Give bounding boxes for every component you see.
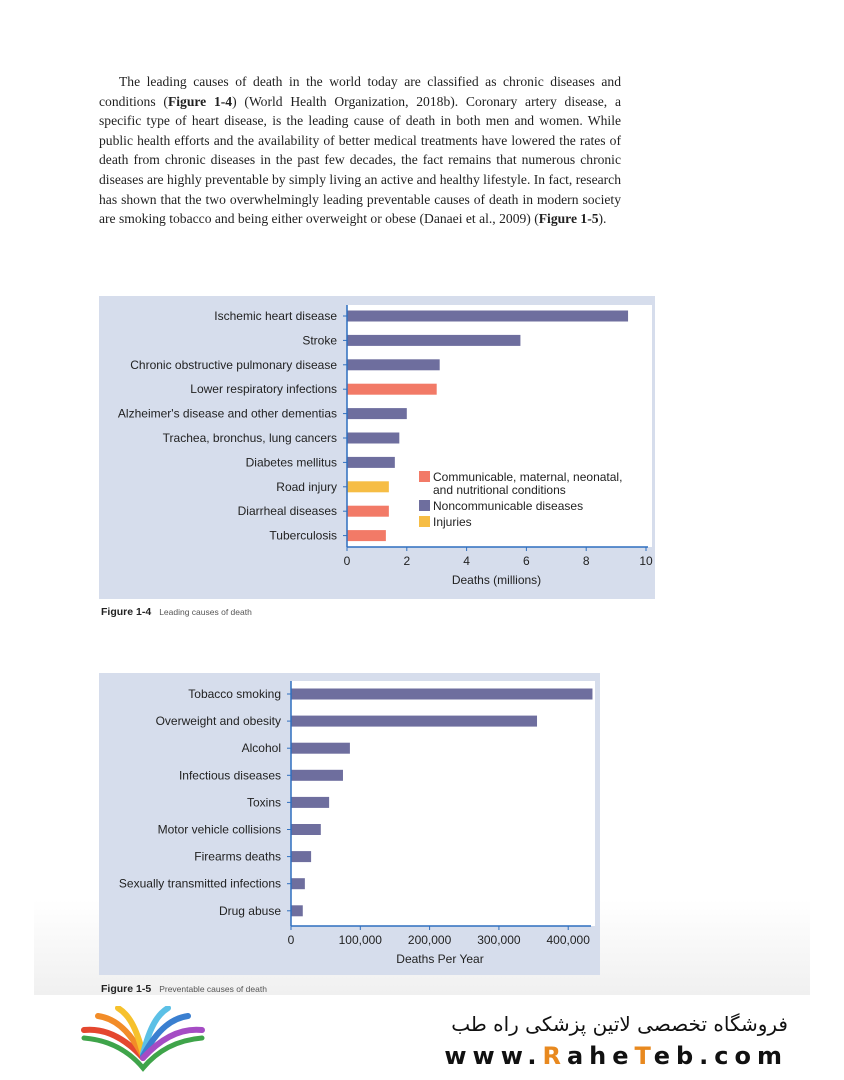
x-axis-title: Deaths (millions)	[451, 573, 542, 587]
category-label: Firearms deaths	[194, 849, 281, 864]
category-label: Diarrheal diseases	[237, 504, 337, 519]
category-label: Motor vehicle collisions	[157, 822, 281, 837]
figure-1-5-title: Preventable causes of death	[159, 984, 267, 994]
bar	[347, 481, 389, 492]
figure-ref-1-5[interactable]: Figure 1-5	[538, 211, 599, 227]
category-label: Overweight and obesity	[155, 714, 281, 729]
x-tick-label: 8	[582, 554, 590, 568]
category-label: Infectious diseases	[178, 768, 281, 783]
bar	[291, 716, 537, 727]
x-tick-label: 10	[639, 554, 653, 568]
bar	[291, 689, 592, 700]
category-label: Trachea, bronchus, lung cancers	[162, 431, 337, 445]
x-tick-label: 200,000	[407, 933, 452, 947]
bar	[347, 311, 628, 322]
category-label: Alcohol	[241, 741, 281, 756]
x-tick-label: 0	[343, 554, 351, 568]
figure-1-4-caption	[101, 606, 252, 618]
open-book-logo-icon	[78, 1006, 208, 1072]
bar	[291, 878, 305, 889]
bar	[347, 506, 389, 517]
category-label: Tobacco smoking	[188, 687, 281, 701]
legend-swatch	[419, 516, 430, 527]
category-label: Chronic obstructive pulmonary disease	[130, 357, 337, 372]
store-footer	[0, 996, 844, 1080]
bar	[347, 457, 395, 468]
x-tick-label: 400,000	[546, 933, 590, 947]
figure-1-4-panel	[99, 296, 655, 599]
category-label: Road injury	[276, 479, 337, 494]
bar	[347, 530, 386, 541]
x-tick-label: 0	[287, 933, 295, 947]
x-tick-label: 100,000	[338, 933, 382, 947]
figure-1-5-caption	[101, 983, 267, 995]
category-label: Sexually transmitted infections	[118, 876, 281, 891]
category-label: Toxins	[246, 795, 281, 810]
x-axis-title: Deaths Per Year	[396, 952, 484, 966]
category-label: Drug abuse	[218, 903, 281, 918]
bar	[347, 384, 437, 395]
category-label: Alzheimer's disease and other dementias	[117, 406, 337, 421]
store-name: فروشگاه تخصصی لاتین پزشکی راه طب	[451, 1012, 788, 1036]
store-url[interactable]: www.RaheTeb.com	[444, 1042, 788, 1070]
leading-causes-chart	[99, 296, 655, 599]
bar	[347, 335, 520, 346]
bar	[291, 824, 321, 835]
legend-swatch	[419, 471, 430, 482]
bar	[291, 905, 303, 916]
bar	[291, 743, 350, 754]
category-label: Ischemic heart disease	[214, 309, 337, 323]
category-label: Stroke	[302, 333, 337, 348]
legend-label: and nutritional conditions	[433, 483, 566, 497]
preventable-causes-chart	[99, 673, 600, 975]
legend-label: Noncommunicable diseases	[433, 499, 584, 513]
figure-1-5-panel	[99, 673, 600, 975]
bar	[291, 851, 311, 862]
body-paragraph: The leading causes of death in the world today are classified as chronic diseases and conditions (Figure 1-4) (World Health Organization, 2018b). Coronary artery disease, a specific type of heart disease, is the leading cause of death in both men and women. While public health efforts and the availability of better medical treatments have lowered the rates of death from chronic diseases in the past few decades, the fact remains that numerous chronic diseases are highly preventable by simply living an active and healthy lifestyle. In fact, research has shown that the two overwhelmingly leading preventable causes of death in modern society are smoking tobacco and being either overweight or obese (Danaei et al., 2009) (Figure 1-5).	[99, 74, 621, 227]
legend-label: Communicable, maternal, neonatal,	[433, 470, 623, 484]
category-label: Diabetes mellitus	[245, 455, 337, 470]
x-tick-label: 4	[463, 554, 470, 568]
legend-swatch	[419, 500, 430, 511]
bar	[347, 433, 399, 444]
category-label: Lower respiratory infections	[190, 382, 337, 397]
x-tick-label: 2	[403, 554, 411, 568]
figure-1-4-number: Figure 1-4	[101, 606, 152, 618]
legend-label: Injuries	[433, 515, 472, 529]
bar	[291, 770, 343, 781]
category-label: Tuberculosis	[269, 528, 337, 543]
figure-1-4-title: Leading causes of death	[159, 607, 252, 617]
x-tick-label: 6	[523, 554, 530, 568]
bar	[347, 408, 407, 419]
bar	[347, 359, 440, 370]
figure-ref-1-4[interactable]: Figure 1-4	[167, 93, 233, 109]
bar	[291, 797, 329, 808]
x-tick-label: 300,000	[477, 933, 521, 947]
figure-1-5-number: Figure 1-5	[101, 983, 152, 995]
